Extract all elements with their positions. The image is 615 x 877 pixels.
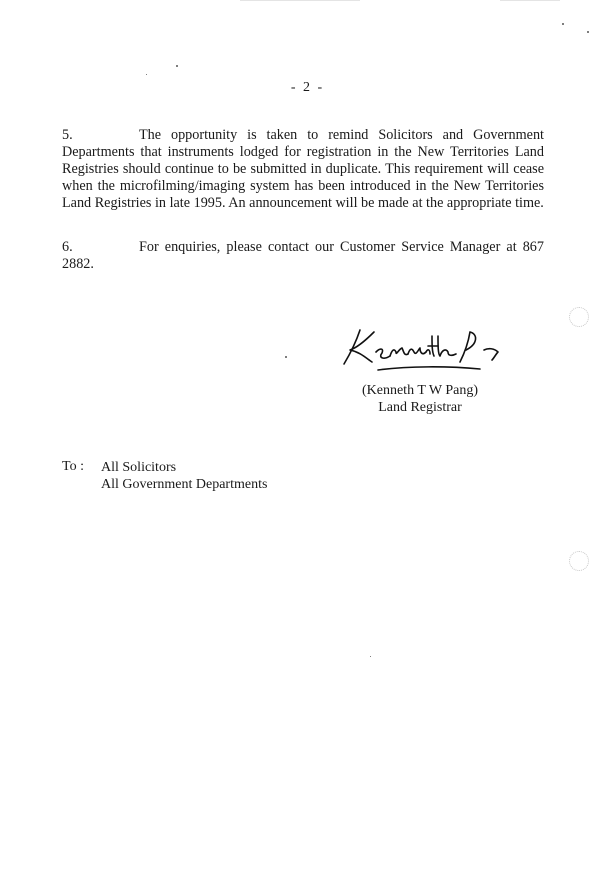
- punch-hole-mark: [569, 551, 589, 571]
- paragraph-5: [62, 127, 544, 212]
- scan-edge-mark: [240, 0, 360, 1]
- scan-speck: [562, 23, 564, 25]
- signatory-name: (Kenneth T W Pang): [361, 383, 478, 398]
- paragraph-text: For enquiries, please contact our Customer Service Manager at 867 2882.: [62, 239, 544, 272]
- paragraph-6: [62, 239, 544, 273]
- recipient-item: All Solicitors: [101, 460, 177, 475]
- punch-hole-mark: [569, 307, 589, 327]
- recipients-list: [101, 459, 267, 493]
- scan-speck: [370, 656, 371, 657]
- paragraph-text: The opportunity is taken to remind Solicitors and Government Departments that instruments lodged for registration in the New Territories Land Registries should continue to be submitted in duplicate. This requirement will cease when the microfilming/imaging system has been introduced in the New Territories Land Registries in late 1995. An announcement will be made at the appropriate time.: [62, 127, 544, 211]
- scan-speck: [146, 74, 147, 75]
- paragraph-number: 6.: [62, 239, 73, 255]
- handwritten-signature: [338, 322, 508, 377]
- scan-edge-mark: [500, 0, 560, 1]
- signatory-title: Land Registrar: [378, 400, 462, 415]
- scan-speck: [176, 65, 178, 67]
- recipients-label: To :: [62, 459, 84, 474]
- recipient-item: All Government Departments: [101, 477, 268, 492]
- scan-speck: [587, 31, 589, 33]
- scan-speck: [285, 356, 287, 358]
- paragraph-number: 5.: [62, 127, 73, 143]
- page-number: - 2 -: [290, 80, 325, 95]
